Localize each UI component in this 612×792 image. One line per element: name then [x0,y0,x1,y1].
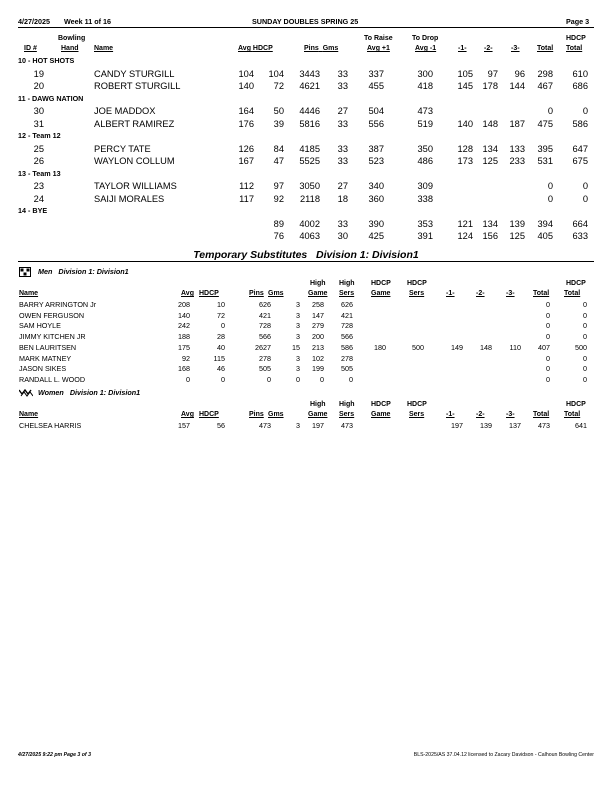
sub-col-high-game: Game [308,411,328,418]
sub-col-gms: Gms [268,290,284,297]
sub-hdcp-game: 180 [374,342,386,352]
cell-games: 27 [337,181,348,191]
sub-game2: 148 [480,342,492,352]
cell-game2: 97 [487,68,498,79]
sub-col-hdcp-sers-top: HDCP [407,401,427,408]
cell-hdcp: 89 [273,218,284,229]
sub-col-pins: Pins [249,290,264,297]
cell-hdcp: 72 [273,81,284,91]
cell-avg: 112 [239,181,254,191]
cell-pins: 3443 [299,68,320,79]
page-number: Page 3 [566,17,590,26]
cell-total: 531 [537,156,553,166]
sub-col-high-sers: Sers [339,411,355,418]
cell-game1: 105 [457,68,473,79]
cell-hdcp: 97 [273,181,284,191]
cell-pins: 4063 [299,231,320,241]
cell-hdcp: 76 [273,231,284,241]
sub-col-hdcp-game-top: HDCP [371,401,391,408]
cell-game2: 156 [482,231,498,241]
sub-name: OWEN FERGUSON [19,310,85,320]
cell-games: 33 [337,156,348,166]
team-title: 13 - Team 13 [18,168,61,178]
sub-name: BARRY ARRINGTON Jr [19,300,97,309]
league-name: SUNDAY DOUBLES SPRING 25 [252,17,359,26]
sub-high-game: 102 [312,353,324,363]
sub-hdcp: 46 [217,364,225,374]
cell-total: 0 [547,181,553,191]
sub-col-gms: Gms [268,411,284,418]
team-title: 14 - BYE [18,206,48,215]
sub-col-total: Total [533,290,550,297]
cell-to-drop: 338 [417,193,433,204]
subs-title: Temporary Substitutes Division 1: Division1 [193,249,419,261]
cell-game3: 144 [509,81,525,91]
sub-high-sers: 626 [341,300,353,309]
cell-pins: 4002 [299,218,320,229]
col-avg-plus: Avg +1 [367,45,390,52]
col-hdcp-top: HDCP [566,35,586,42]
sub-total: 407 [538,342,550,352]
col-name: Name [94,45,114,52]
col-game1: -1- [458,45,467,52]
sub-hdcp-total: 0 [583,364,587,374]
sub-name: JIMMY KITCHEN JR [19,332,86,342]
sub-col-game1: -1- [446,290,455,297]
cell-total: 467 [537,81,553,91]
sub-avg: 0 [186,374,190,384]
cell-games: 18 [337,193,348,204]
cell-game3: 133 [509,143,525,154]
sub-hdcp-total: 0 [583,321,587,331]
cell-player-id: 20 [33,81,44,91]
cell-game2: 178 [482,81,498,91]
sub-col-game2: -2- [476,411,485,418]
sub-games: 3 [296,300,300,309]
sub-col-name: Name [19,290,39,297]
sub-hdcp-total: 0 [583,332,587,342]
cell-player-id: 19 [33,68,44,79]
sub-pins: 421 [259,310,271,320]
sub-games: 3 [296,353,300,363]
player-name: SAIJI MORALES [94,193,165,204]
sub-game3: 137 [509,421,521,430]
cell-hdcp-total: 686 [572,81,588,91]
cell-game1: 140 [457,118,473,129]
sub-name: RANDALL L. WOOD [19,374,86,384]
sub-high-sers: 566 [341,332,353,342]
sub-col-game3: -3- [506,290,515,297]
sub-col-hdcp-total-top: HDCP [566,401,586,408]
sub-high-game: 279 [312,321,324,331]
sub-hdcp-total: 500 [575,342,587,352]
cell-total: 405 [537,231,553,241]
cell-total: 395 [537,143,553,154]
player-name: CANDY STURGILL [94,68,175,79]
cell-game2: 134 [482,218,498,229]
cell-pins: 4621 [299,81,320,91]
women-icon [19,389,33,399]
cell-avg: 167 [238,156,254,166]
cell-to-drop: 300 [417,68,433,79]
sub-total: 0 [546,310,550,320]
cell-avg: 140 [238,81,254,91]
sub-high-game: 258 [312,300,324,309]
sub-col-high-sers: Sers [339,290,355,297]
cell-hdcp: 92 [273,193,284,204]
cell-games: 33 [337,118,348,129]
sub-pins: 0 [267,374,271,384]
cell-player-id: 24 [33,193,44,204]
sub-col-hdcp-total: Total [564,411,581,418]
cell-game1: 124 [457,231,473,241]
cell-to-raise: 390 [368,218,384,229]
sub-high-sers: 278 [341,353,353,363]
sub-col-hdcp-sers: Sers [409,290,425,297]
header-rule [18,27,594,28]
sub-col-name: Name [19,411,39,418]
men-icon [19,267,31,279]
col-avg-minus: Avg -1 [415,45,437,52]
sub-hdcp-total: 0 [583,310,587,320]
sub-hdcp-sers: 500 [412,342,424,352]
cell-to-drop: 473 [417,106,433,116]
sub-high-sers: 0 [349,374,353,384]
col-to-raise: To Raise [364,35,393,42]
sub-high-game: 147 [312,310,324,320]
sub-col-high-game-top: High [310,401,326,408]
sub-pins: 626 [259,300,271,309]
cell-to-raise: 556 [368,118,384,129]
sub-hdcp-total: 0 [583,300,587,309]
cell-hdcp-total: 675 [572,156,588,166]
cell-games: 27 [337,106,348,116]
cell-hdcp-total: 633 [572,231,588,241]
cell-player-id: 30 [33,106,44,116]
sub-high-sers: 505 [341,364,353,374]
cell-hdcp-total: 610 [572,68,588,79]
cell-to-drop: 353 [417,218,433,229]
sub-hdcp: 40 [217,342,225,352]
men-heading: Men Division 1: Division1 [38,267,129,276]
cell-game2: 148 [482,118,498,129]
sub-high-game: 200 [312,332,324,342]
cell-pins: 5525 [299,156,320,166]
sub-col-avg: Avg [181,411,194,418]
team-title: 12 - Team 12 [18,131,61,140]
player-name: PERCY TATE [94,143,151,154]
sub-avg: 140 [178,310,190,320]
cell-game1: 145 [457,81,473,91]
sub-high-game: 199 [312,364,324,374]
subs-rule [18,261,594,262]
cell-to-raise: 425 [368,231,384,241]
sub-col-hdcp-total: Total [564,290,581,297]
cell-to-raise: 360 [368,193,384,204]
sub-name: BEN LAURITSEN [19,342,77,352]
cell-game3: 139 [509,218,525,229]
cell-player-id: 31 [33,118,44,129]
cell-avg: 117 [239,193,254,204]
sub-hdcp: 0 [221,321,225,331]
cell-total: 475 [537,118,553,129]
cell-hdcp-total: 0 [582,193,588,204]
player-name: TAYLOR WILLIAMS [94,181,177,191]
sub-game2: 139 [480,421,492,430]
sub-game1: 197 [451,421,463,430]
sub-hdcp: 72 [217,310,225,320]
sub-game1: 149 [451,342,463,352]
sub-avg: 208 [178,300,190,309]
sub-total: 0 [546,300,550,309]
player-name: JOE MADDOX [94,106,156,116]
player-name: ROBERT STURGILL [94,81,181,91]
cell-pins: 4446 [299,106,320,116]
cell-to-raise: 387 [368,143,384,154]
cell-hdcp-total: 0 [582,106,588,116]
cell-hdcp: 39 [273,118,284,129]
cell-game3: 125 [509,231,525,241]
cell-pins: 5816 [299,118,320,129]
cell-game2: 125 [482,156,498,166]
cell-player-id: 23 [33,181,44,191]
sub-hdcp: 0 [221,374,225,384]
cell-total: 394 [537,218,553,229]
sub-games: 3 [296,421,300,430]
cell-to-raise: 455 [368,81,384,91]
sub-col-avg: Avg [181,290,194,297]
sub-name: JASON SIKES [19,364,67,374]
sub-hdcp-total: 0 [583,353,587,363]
cell-to-raise: 337 [368,68,384,79]
week-label: Week 11 of 16 [64,17,112,26]
sub-hdcp: 10 [217,300,225,309]
sub-games: 0 [296,374,300,384]
sub-games: 3 [296,364,300,374]
sub-hdcp: 28 [217,332,225,342]
sub-col-pins: Pins [249,411,264,418]
sub-high-sers: 586 [341,342,353,352]
sub-avg: 157 [178,421,190,430]
sub-pins: 278 [259,353,271,363]
col-hdcp-total: Total [566,45,583,52]
sub-col-hdcp-game: Game [371,290,391,297]
sub-hdcp: 115 [213,353,225,363]
cell-player-id: 26 [33,156,44,166]
cell-to-drop: 391 [417,231,433,241]
footer-left: 4/27/2025 9:22 pm Page 3 of 3 [18,752,91,758]
footer-right: BLS-2025/AS 37.04.12 licensed to Zacary Davidson - Calhoun Bowling Center [413,752,594,758]
sub-col-game3: -3- [506,411,515,418]
sub-name: CHELSEA HARRIS [19,421,82,430]
player-name: WAYLON COLLUM [94,156,175,166]
cell-to-drop: 519 [417,118,433,129]
sub-col-high-game: Game [308,290,328,297]
cell-to-drop: 418 [417,81,433,91]
cell-avg: 104 [238,68,254,79]
cell-avg: 164 [238,106,254,116]
cell-avg: 126 [238,143,254,154]
cell-game3: 233 [509,156,525,166]
sub-high-sers: 728 [341,321,353,331]
cell-games: 33 [337,81,348,91]
cell-hdcp-total: 0 [582,181,588,191]
col-game3: -3- [511,45,520,52]
sub-hdcp-total: 641 [575,421,587,430]
sub-col-hdcp: HDCP [199,411,219,418]
cell-game3: 96 [514,68,525,79]
report-date: 4/27/2025 [18,17,50,26]
sub-col-total: Total [533,411,550,418]
cell-to-raise: 523 [368,156,384,166]
cell-total: 0 [547,106,553,116]
sub-total: 0 [546,374,550,384]
sub-high-game: 0 [320,374,324,384]
cell-hdcp: 84 [273,143,284,154]
cell-games: 33 [337,218,348,229]
cell-to-raise: 340 [368,181,384,191]
col-id: ID # [24,45,37,52]
cell-games: 33 [337,143,348,154]
sub-col-hdcp-sers-top: HDCP [407,280,427,287]
sub-col-game1: -1- [446,411,455,418]
sub-total: 0 [546,332,550,342]
sub-games: 3 [296,321,300,331]
cell-hdcp-total: 647 [572,143,588,154]
cell-to-drop: 309 [417,181,433,191]
cell-hdcp-total: 586 [572,118,588,129]
team-title: 11 - DAWG NATION [18,93,84,103]
cell-to-drop: 486 [417,156,433,166]
cell-game1: 128 [457,143,473,154]
sub-col-hdcp-sers: Sers [409,411,425,418]
sub-name: SAM HOYLE [19,321,61,331]
cell-player-id: 25 [33,143,44,154]
cell-pins: 2118 [300,193,320,204]
sub-pins: 473 [259,421,271,430]
sub-name: MARK MATNEY [19,353,72,363]
cell-hdcp: 47 [273,156,284,166]
cell-hdcp-total: 664 [572,218,588,229]
cell-total: 298 [537,68,553,79]
sub-total: 0 [546,353,550,363]
sub-avg: 168 [178,364,190,374]
sub-game3: 110 [509,342,521,352]
sub-col-hdcp-game: Game [371,411,391,418]
cell-game1: 121 [457,218,473,229]
cell-pins: 3050 [299,181,320,191]
sub-high-sers: 473 [341,421,353,430]
sub-games: 3 [296,310,300,320]
player-name: ALBERT RAMIREZ [94,118,175,129]
sub-high-game: 197 [312,421,324,430]
col-to-drop: To Drop [412,35,439,42]
sub-games: 15 [292,342,300,352]
cell-games: 33 [337,68,348,79]
cell-game3: 187 [509,118,525,129]
sub-high-game: 213 [312,342,324,352]
sub-pins: 505 [259,364,271,374]
cell-hdcp: 50 [273,106,284,116]
sub-games: 3 [296,332,300,342]
cell-game2: 134 [482,143,498,154]
sub-avg: 188 [178,332,190,342]
sub-avg: 175 [178,342,190,352]
col-bowling-top: Bowling [58,35,86,42]
sub-pins: 2627 [255,342,271,352]
sub-avg: 242 [178,321,190,331]
col-pins-gms: Pins Gms [304,45,339,52]
col-avg-hdcp: Avg HDCP [238,45,273,52]
cell-total: 0 [547,193,553,204]
team-title: 10 - HOT SHOTS [18,56,75,65]
sub-col-hdcp-total-top: HDCP [566,280,586,287]
cell-to-drop: 350 [417,143,433,154]
sub-hdcp-total: 0 [583,374,587,384]
sub-avg: 92 [182,353,190,363]
sub-col-hdcp-game-top: HDCP [371,280,391,287]
sub-pins: 566 [259,332,271,342]
sub-col-high-sers-top: High [339,280,355,287]
sub-total: 473 [538,421,550,430]
cell-to-raise: 504 [368,106,384,116]
cell-game1: 173 [457,156,473,166]
cell-pins: 4185 [299,143,320,154]
col-game2: -2- [484,45,493,52]
sub-pins: 728 [259,321,271,331]
sub-total: 0 [546,321,550,331]
col-total: Total [537,45,554,52]
sub-col-game2: -2- [476,290,485,297]
sub-col-high-game-top: High [310,280,326,287]
sub-total: 0 [546,364,550,374]
sub-col-high-sers-top: High [339,401,355,408]
col-hand: Hand [61,45,79,52]
cell-games: 30 [337,231,348,241]
cell-hdcp: 104 [268,68,284,79]
women-heading: Women Division 1: Division1 [38,388,141,397]
cell-avg: 176 [238,118,254,129]
sub-high-sers: 421 [341,310,353,320]
sub-hdcp: 56 [217,421,225,430]
sub-col-hdcp: HDCP [199,290,219,297]
